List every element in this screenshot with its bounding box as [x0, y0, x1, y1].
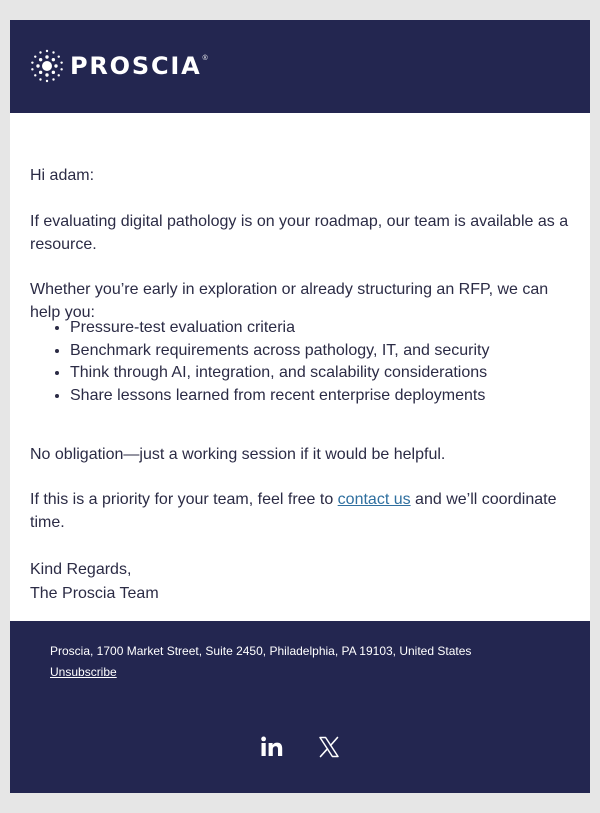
company-address: Proscia, 1700 Market Street, Suite 2450, Philadelphia, PA 19103, United States	[50, 644, 472, 658]
brand-name: PROSCIA	[70, 52, 202, 80]
list-item: • Pressure-test evaluation criteria	[70, 317, 570, 340]
signature: The Proscia Team	[30, 585, 159, 602]
email-footer	[10, 621, 590, 793]
email-container	[10, 20, 590, 793]
priority-text-before: If this is a priority for your team, feel free to	[30, 491, 338, 508]
intro-paragraph: If evaluating digital pathology is on your roadmap, our team is available as a resource.	[30, 213, 569, 253]
list-item: • Share lessons learned from recent enterprise deployments	[70, 385, 570, 408]
proscia-logo[interactable]	[30, 49, 208, 83]
registered-mark: ®	[202, 55, 208, 62]
priority-text-after: and we’ll coordinate time.	[30, 491, 557, 531]
priority-paragraph	[30, 488, 570, 534]
list-item: • Think through AI, integration, and scalability considerations	[70, 362, 570, 385]
no-obligation-paragraph: No obligation—just a working session if it would be helpful.	[30, 446, 446, 463]
unsubscribe-link[interactable]: Unsubscribe	[50, 665, 117, 679]
signoff: Kind Regards,	[30, 561, 132, 578]
greeting: Hi adam:	[30, 167, 95, 184]
list-item: • Benchmark requirements across pathology, IT, and security	[70, 340, 570, 363]
contact-us-link[interactable]: contact us	[337, 491, 411, 508]
email-header	[10, 20, 590, 113]
proscia-logo-icon	[30, 49, 64, 83]
linkedin-icon[interactable]	[260, 735, 284, 759]
help-list	[30, 317, 570, 407]
x-icon[interactable]	[317, 735, 341, 759]
help-paragraph: Whether you’re early in exploration or already structuring an RFP, we can help you:	[30, 281, 549, 321]
